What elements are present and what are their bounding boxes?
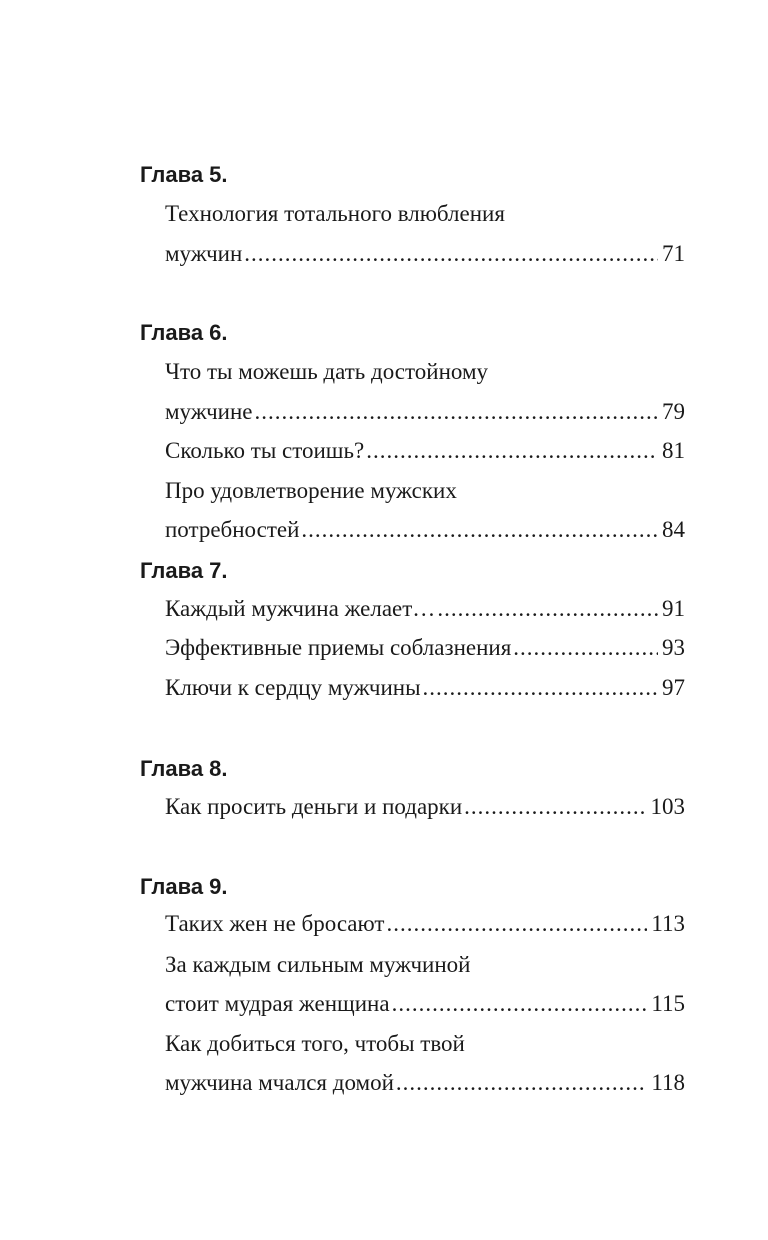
page-number: 84 bbox=[662, 517, 685, 542]
page-number: 115 bbox=[651, 991, 685, 1016]
page-number: 113 bbox=[651, 911, 685, 936]
toc-entry-7-2 bbox=[165, 634, 685, 662]
toc-entry-text: Про удовлетворение мужских bbox=[165, 478, 457, 503]
dot-leader bbox=[366, 437, 658, 465]
dot-leader bbox=[513, 634, 658, 662]
page-number: 81 bbox=[662, 438, 685, 463]
toc-entry-text: стоит мудрая женщина bbox=[165, 991, 390, 1016]
toc-entry-text: Эффективные приемы соблазнения bbox=[165, 635, 512, 660]
toc-entry-text: Сколько ты стоишь? bbox=[165, 438, 365, 463]
page-number: 118 bbox=[651, 1070, 685, 1095]
toc-entry-text: За каждым сильным мужчиной bbox=[165, 952, 471, 977]
toc-entry-9-3-line-2 bbox=[165, 1069, 685, 1097]
toc-entry-text: мужчине bbox=[165, 399, 253, 424]
dot-leader bbox=[386, 910, 647, 938]
page-number: 97 bbox=[662, 675, 685, 700]
toc-entry-text: мужчин bbox=[165, 241, 243, 266]
toc-entry-6-1-line-1 bbox=[165, 358, 685, 386]
toc-entry-7-3 bbox=[165, 674, 685, 702]
toc-entry-text: Технология тотального влюбления bbox=[165, 201, 505, 226]
toc-entry-text: Каждый мужчина желает… bbox=[165, 596, 436, 621]
toc-entry-9-3-line-1 bbox=[165, 1030, 685, 1058]
dot-leader bbox=[392, 990, 648, 1018]
dot-leader bbox=[437, 595, 658, 623]
dot-leader bbox=[396, 1069, 647, 1097]
page-number: 93 bbox=[662, 635, 685, 660]
page-number: 103 bbox=[650, 794, 685, 819]
toc-entry-text: Таких жен не бросают bbox=[165, 911, 385, 936]
toc-entry-6-3-line-2 bbox=[165, 516, 685, 544]
toc-entry-6-2 bbox=[165, 437, 685, 465]
toc-entry-8-1 bbox=[165, 793, 685, 821]
page-number: 71 bbox=[662, 241, 685, 266]
toc-entry-9-2-line-1 bbox=[165, 951, 685, 979]
toc-entry-6-3-line-1 bbox=[165, 477, 685, 505]
chapter-7-heading: Глава 7. bbox=[140, 558, 228, 583]
chapter-9-heading: Глава 9. bbox=[140, 874, 228, 899]
toc-entry-text: мужчина мчался домой bbox=[165, 1070, 394, 1095]
dot-leader bbox=[423, 674, 658, 702]
toc-entry-5-1-line-2 bbox=[165, 240, 685, 268]
dot-leader bbox=[464, 793, 646, 821]
toc-entry-6-1-line-2 bbox=[165, 398, 685, 426]
toc-entry-text: Ключи к сердцу мужчины bbox=[165, 675, 421, 700]
chapter-8-heading: Глава 8. bbox=[140, 756, 228, 781]
chapter-6-heading: Глава 6. bbox=[140, 320, 228, 345]
toc-entry-9-1 bbox=[165, 910, 685, 938]
toc-entry-text: Как добиться того, чтобы твой bbox=[165, 1031, 465, 1056]
dot-leader bbox=[254, 398, 658, 426]
toc-entry-7-1 bbox=[165, 595, 685, 623]
dot-leader bbox=[301, 516, 658, 544]
page-number: 79 bbox=[662, 399, 685, 424]
chapter-5-heading: Глава 5. bbox=[140, 162, 228, 187]
toc-entry-9-2-line-2 bbox=[165, 990, 685, 1018]
dot-leader bbox=[244, 240, 658, 268]
page-number: 91 bbox=[662, 596, 685, 621]
toc-entry-text: потребностей bbox=[165, 517, 300, 542]
toc-entry-text: Как просить деньги и подарки bbox=[165, 794, 463, 819]
toc-entry-5-1-line-1 bbox=[165, 200, 685, 228]
toc-entry-text: Что ты можешь дать достойному bbox=[165, 359, 488, 384]
